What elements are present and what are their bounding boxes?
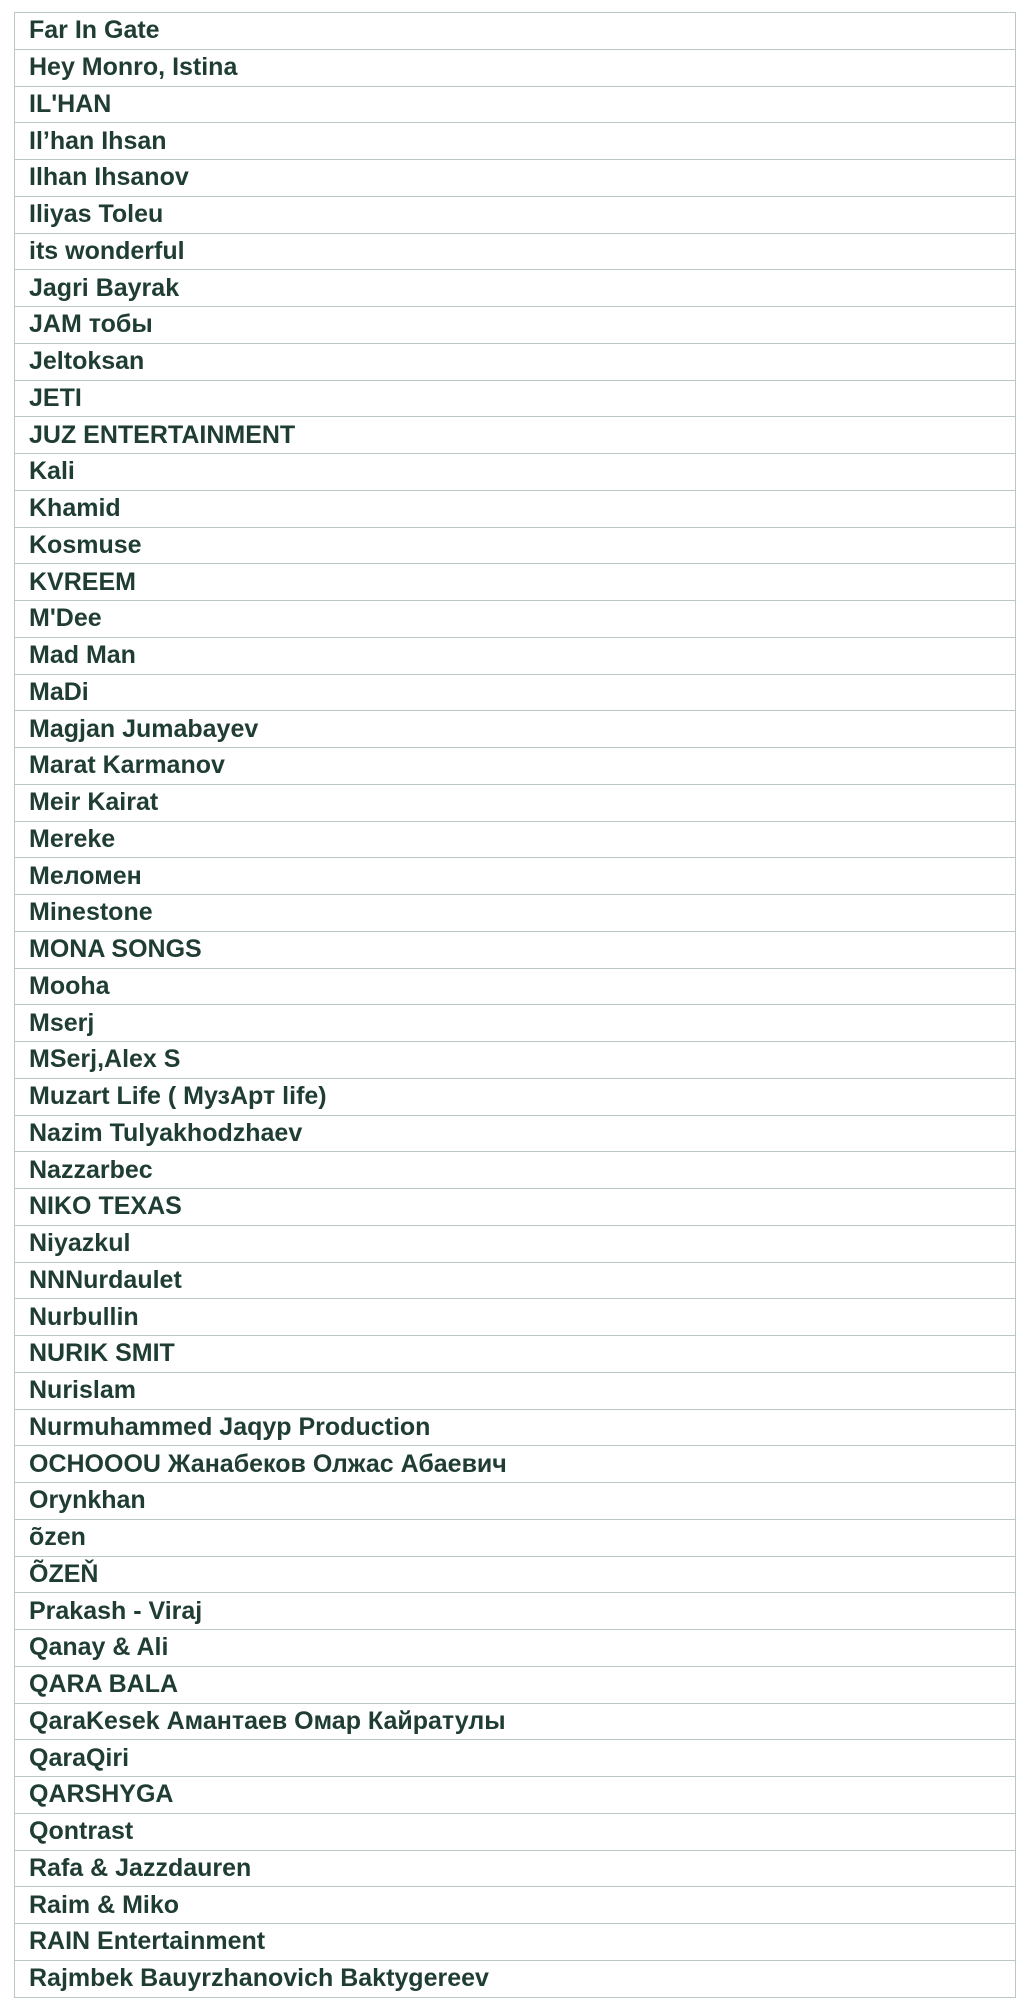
table-row: JETI (15, 381, 1015, 418)
table-row: Marat Karmanov (15, 748, 1015, 785)
table-row: QARA BALA (15, 1667, 1015, 1704)
table-row: Nurislam (15, 1373, 1015, 1410)
table-row: Prakash - Viraj (15, 1593, 1015, 1630)
table-row: Mserj (15, 1005, 1015, 1042)
table-row: RAIN Entertainment (15, 1924, 1015, 1961)
table-row: Il’han Ihsan (15, 123, 1015, 160)
table-row: MaDi (15, 675, 1015, 712)
table-row: Khamid (15, 491, 1015, 528)
table-row: NIKO TEXAS (15, 1189, 1015, 1226)
table-row: IL'HAN (15, 87, 1015, 124)
table-row: Nurbullin (15, 1299, 1015, 1336)
table-row: QaraKesek Амантаев Омар Кайратулы (15, 1704, 1015, 1741)
table-row: Raim & Miko (15, 1887, 1015, 1924)
table-row: NURIK SMIT (15, 1336, 1015, 1373)
table-row: Nurmuhammed Jaqyp Production (15, 1410, 1015, 1447)
table-row: Iliyas Toleu (15, 197, 1015, 234)
table-row: Nazim Tulyakhodzhaev (15, 1116, 1015, 1153)
table-row: QaraQiri (15, 1740, 1015, 1777)
table-row: Niyazkul (15, 1226, 1015, 1263)
table-row: Ilhan Ihsanov (15, 160, 1015, 197)
table-row: Jagri Bayrak (15, 270, 1015, 307)
table-row: Meir Kairat (15, 785, 1015, 822)
table-row: Mereke (15, 822, 1015, 859)
table-row: Rajmbek Bauyrzhanovich Baktygereev (15, 1961, 1015, 1998)
table-row: Orynkhan (15, 1483, 1015, 1520)
table-row: Jeltoksan (15, 344, 1015, 381)
table-row: its wonderful (15, 234, 1015, 271)
table-row: JUZ ENTERTAINMENT (15, 417, 1015, 454)
table-row: Kosmuse (15, 528, 1015, 565)
table-row: QARSHYGA (15, 1777, 1015, 1814)
table-row: Меломен (15, 858, 1015, 895)
table-row: ÕZEŇ (15, 1557, 1015, 1594)
table-row: Qontrast (15, 1814, 1015, 1851)
table-row: MONA SONGS (15, 932, 1015, 969)
table-row: OCHOOOU Жанабеков Олжас Абаевич (15, 1446, 1015, 1483)
table-row: õzen (15, 1520, 1015, 1557)
table-row: Hey Monro, Istina (15, 50, 1015, 87)
table-row: Magjan Jumabayev (15, 711, 1015, 748)
table-row: Qanay & Ali (15, 1630, 1015, 1667)
table-row: Mooha (15, 969, 1015, 1006)
table-row: MSerj,Alex S (15, 1042, 1015, 1079)
table-row: M'Dee (15, 601, 1015, 638)
table-row: Mad Man (15, 638, 1015, 675)
table-row: Far In Gate (15, 13, 1015, 50)
table-row: Muzart Life ( МузАрт life) (15, 1079, 1015, 1116)
table-row: Kali (15, 454, 1015, 491)
table-row: JAM тобы (15, 307, 1015, 344)
table-row: KVREEM (15, 564, 1015, 601)
table-row: Nazzarbec (15, 1152, 1015, 1189)
table-row: Rafa & Jazzdauren (15, 1851, 1015, 1888)
table-row: NNNurdaulet (15, 1263, 1015, 1300)
table-row: Minestone (15, 895, 1015, 932)
artist-list-table (14, 12, 1016, 1998)
